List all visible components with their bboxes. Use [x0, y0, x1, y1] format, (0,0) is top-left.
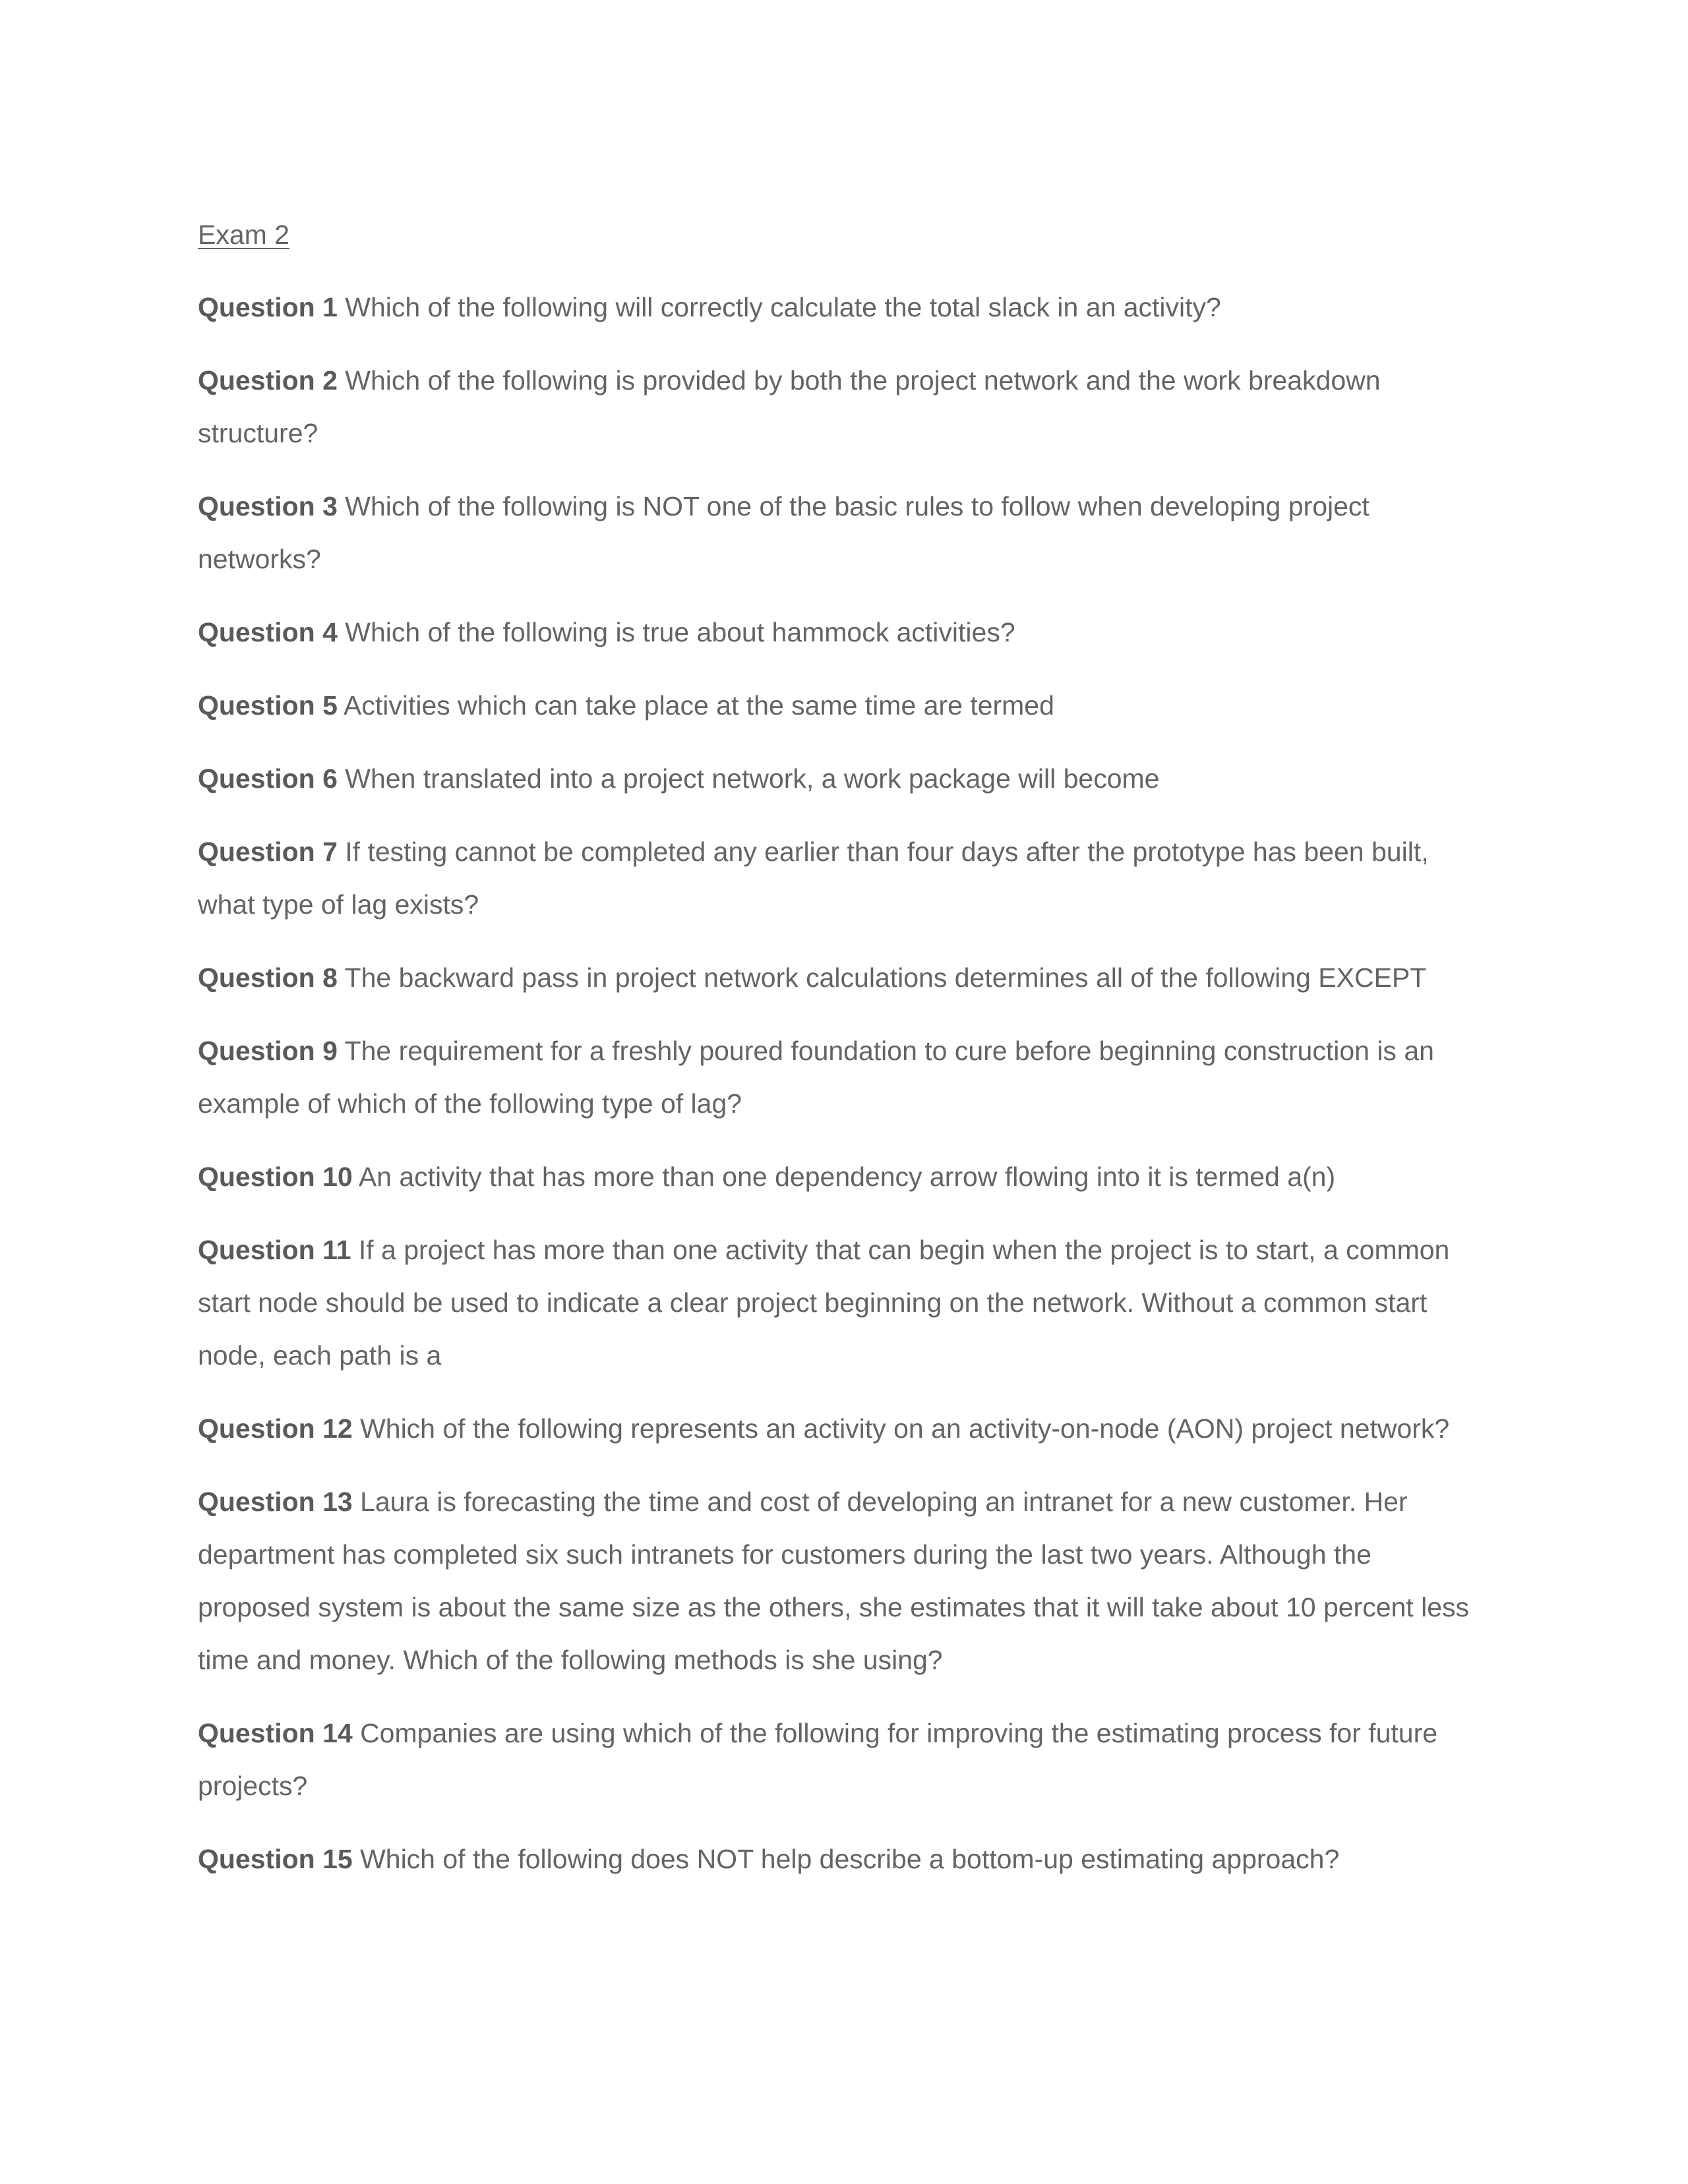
question-text: Which of the following is NOT one of the basic rules to follow when developing project networks? — [198, 491, 1370, 574]
question-text: The backward pass in project network calculations determines all of the following EXCEPT — [344, 962, 1427, 993]
question-text: If testing cannot be completed any earlier than four days after the prototype has been built, what type of lag exists? — [198, 837, 1429, 920]
question-label: Question 2 — [198, 365, 338, 396]
page-title: Exam 2 — [198, 220, 289, 250]
question-label: Question 1 — [198, 292, 338, 322]
question-text: Which of the following represents an activity on an activity-on-node (AON) project network? — [360, 1413, 1450, 1444]
question-text: Which of the following is provided by both the project network and the work breakdown structure? — [198, 365, 1381, 448]
question-label: Question 14 — [198, 1718, 353, 1748]
question-label: Question 10 — [198, 1162, 353, 1192]
question-text: Laura is forecasting the time and cost of developing an intranet for a new customer. Her department has completed six such intranets for customers during the last two years. Although the proposed system is about the same size as the others, she estimates that it will take about 10 percent less time and money. Which of the following methods is she using? — [198, 1487, 1470, 1675]
question-label: Question 15 — [198, 1844, 353, 1874]
question-label: Question 4 — [198, 617, 338, 647]
question-text: Activities which can take place at the same time are termed — [344, 690, 1054, 721]
question-item — [198, 281, 1490, 334]
question-item — [198, 1150, 1490, 1203]
question-label: Question 11 — [198, 1235, 351, 1265]
question-item — [198, 1224, 1490, 1382]
question-item — [198, 752, 1490, 805]
question-text: If a project has more than one activity that can begin when the project is to start, a common start node should be used to indicate a clear project beginning on the network. Without a common start node, each path is a — [198, 1235, 1450, 1371]
question-text: Which of the following is true about hammock activities? — [345, 617, 1015, 647]
question-label: Question 5 — [198, 690, 338, 721]
question-label: Question 13 — [198, 1487, 353, 1517]
question-text: An activity that has more than one dependency arrow flowing into it is termed a(n) — [358, 1162, 1336, 1192]
question-text: When translated into a project network, a work package will become — [345, 763, 1160, 794]
question-item — [198, 1707, 1490, 1812]
question-item — [198, 1833, 1490, 1885]
question-item — [198, 679, 1490, 732]
question-item — [198, 354, 1490, 459]
question-label: Question 8 — [198, 962, 338, 993]
question-text: Which of the following will correctly calculate the total slack in an activity? — [345, 292, 1221, 322]
question-label: Question 6 — [198, 763, 338, 794]
question-label: Question 12 — [198, 1413, 353, 1444]
question-item — [198, 1475, 1490, 1686]
question-item — [198, 1402, 1490, 1455]
question-label: Question 3 — [198, 491, 338, 521]
question-label: Question 9 — [198, 1036, 338, 1066]
question-item — [198, 825, 1490, 931]
question-item — [198, 1024, 1490, 1130]
question-text: Companies are using which of the following for improving the estimating process for future projects? — [198, 1718, 1438, 1801]
question-label: Question 7 — [198, 837, 338, 867]
document-content — [198, 208, 1490, 1906]
question-item — [198, 606, 1490, 659]
question-text: The requirement for a freshly poured foundation to cure before beginning construction is an example of which of the following type of lag? — [198, 1036, 1434, 1119]
question-item — [198, 951, 1490, 1004]
question-item — [198, 480, 1490, 585]
question-text: Which of the following does NOT help describe a bottom-up estimating approach? — [360, 1844, 1340, 1874]
